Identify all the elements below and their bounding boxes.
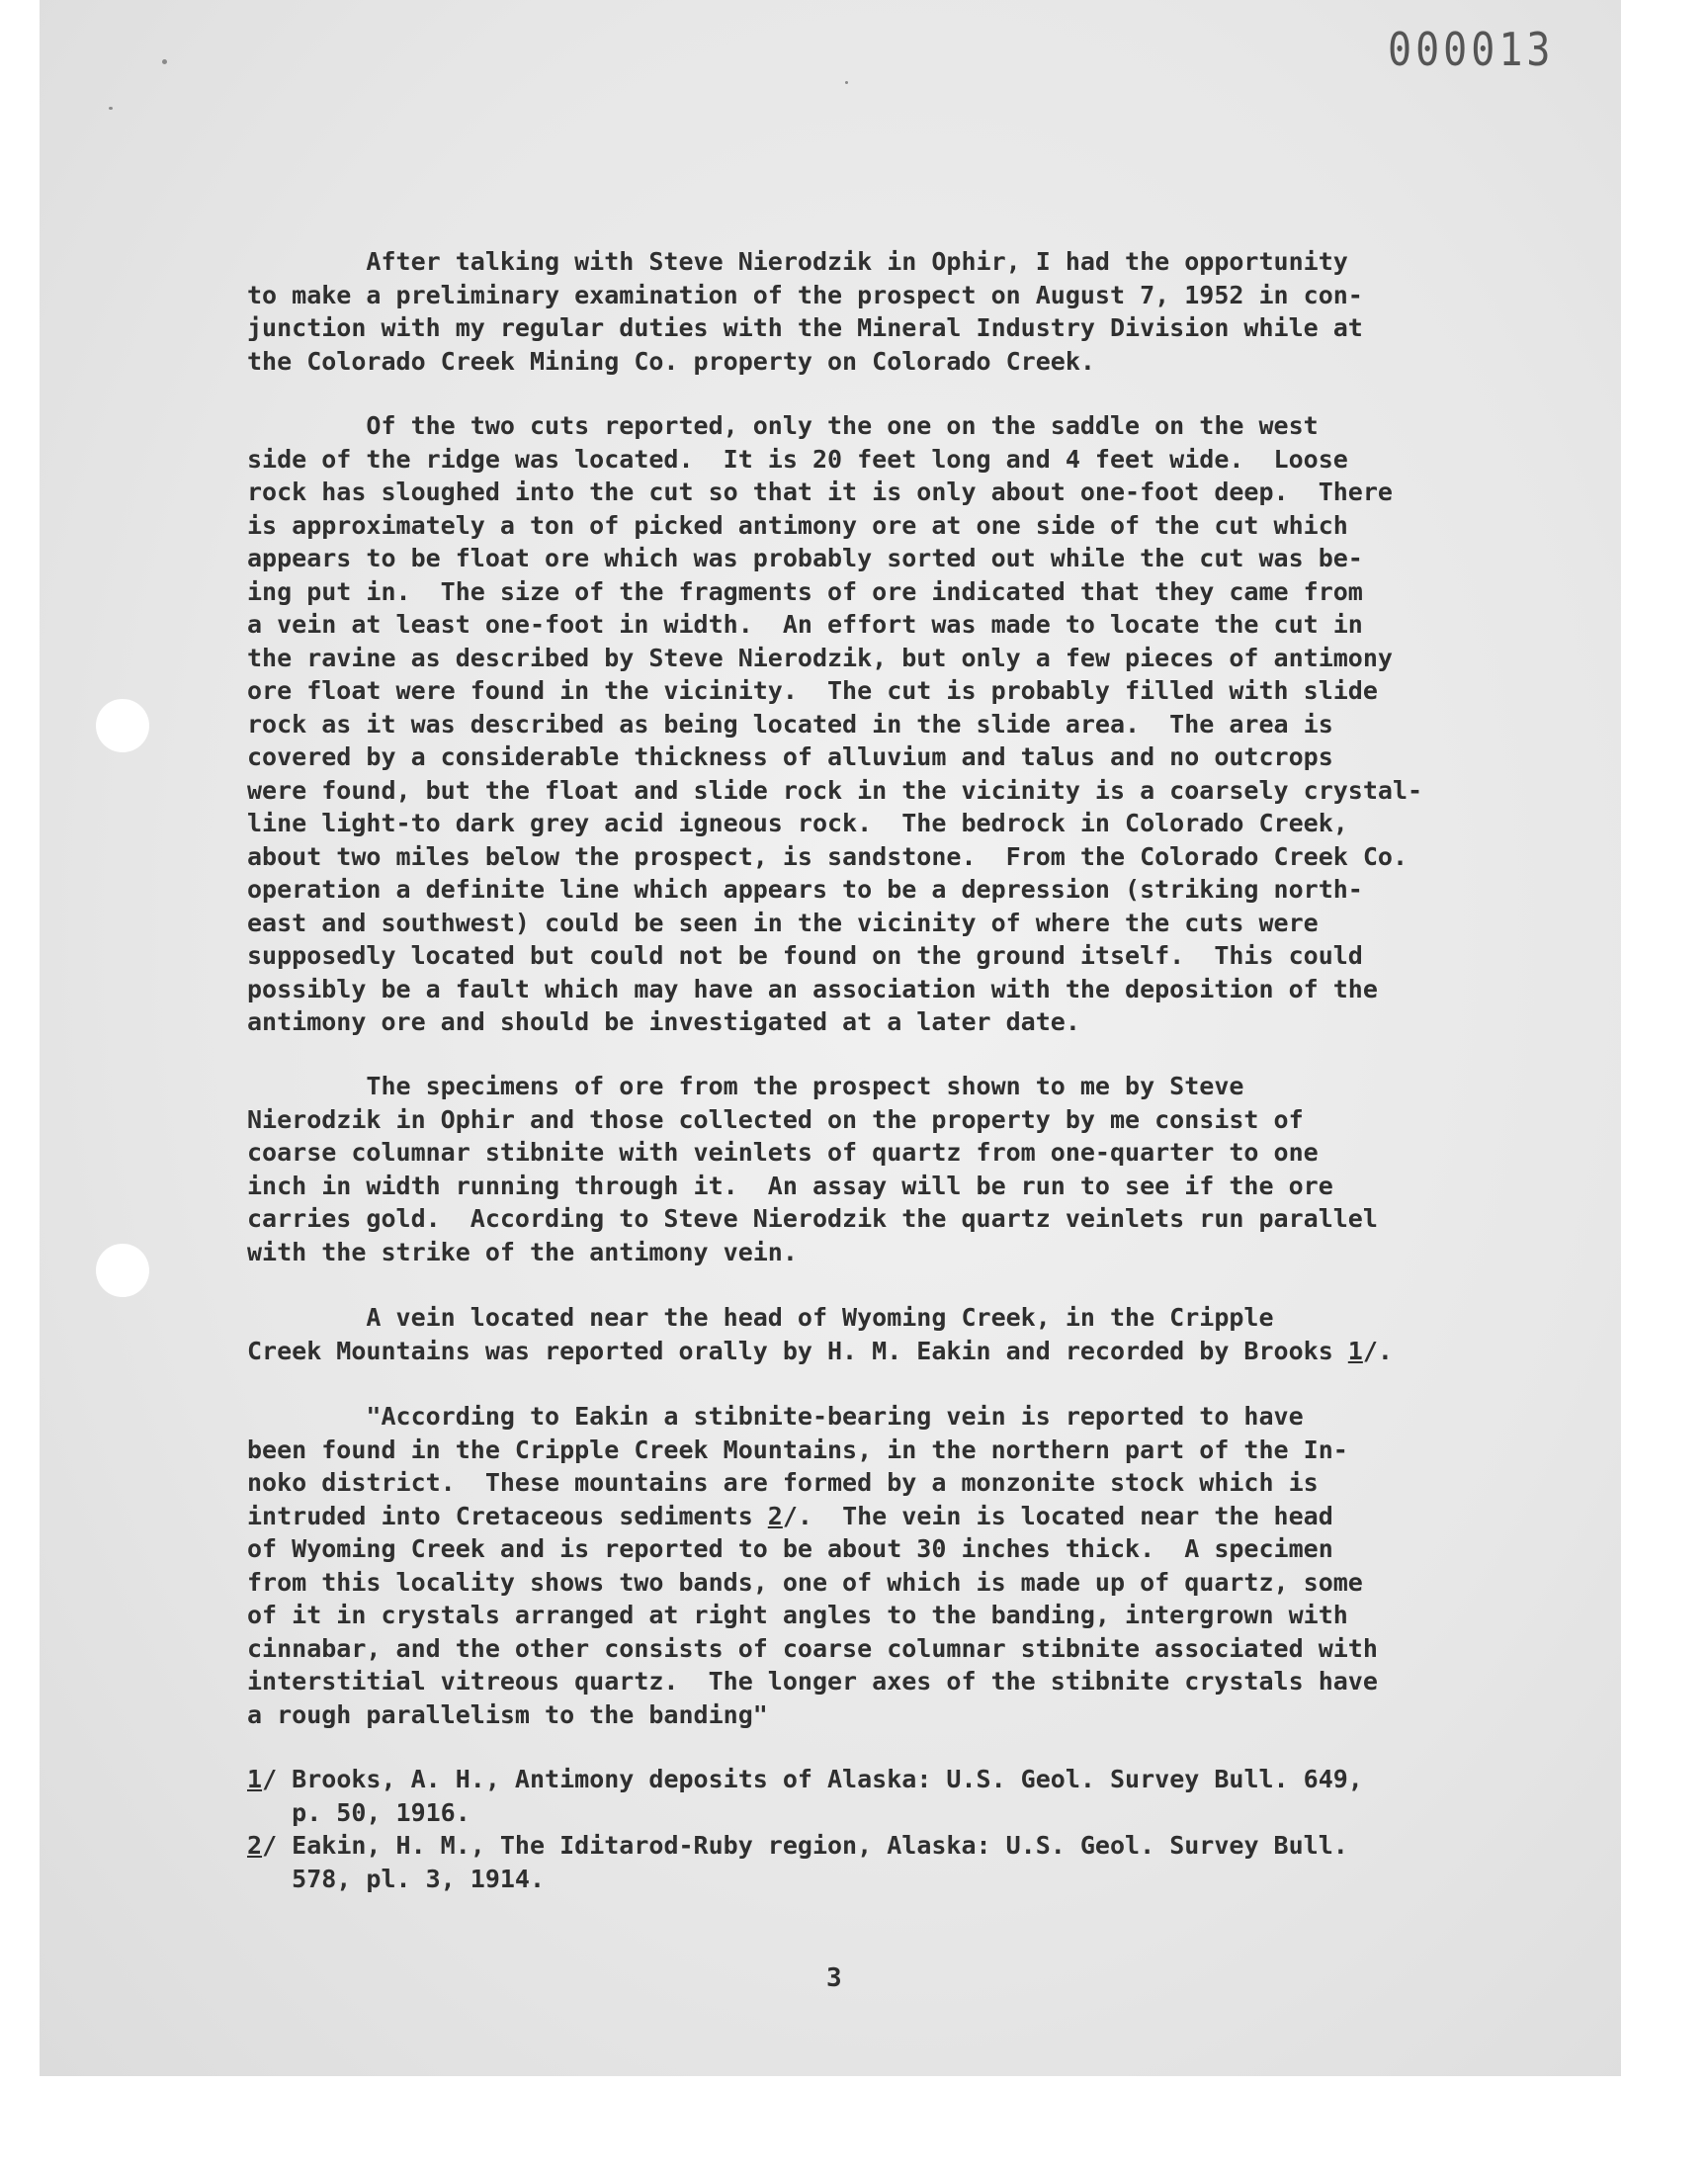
text-line: junction with my regular duties with the Mineral Industry Division while at [247, 313, 1363, 342]
text-line: rock has sloughed into the cut so that it is only about one-foot deep. There [247, 478, 1393, 506]
text-line: After talking with Steve Nierodzik in Ophir, I had the opportunity [247, 247, 1348, 276]
text-line: interstitial vitreous quartz. The longer axes of the stibnite crystals have [247, 1667, 1378, 1696]
text-line: covered by a considerable thickness of alluvium and talus and no outcrops [247, 742, 1333, 771]
text-line: "According to Eakin a stibnite-bearing vein is reported to have [247, 1402, 1304, 1431]
text-line: carries gold. According to Steve Nierodzik the quartz veinlets run parallel [247, 1204, 1378, 1233]
text-line: Nierodzik in Ophir and those collected on the property by me consist of [247, 1104, 1304, 1134]
text-line: about two miles below the prospect, is sandstone. From the Colorado Creek Co. [247, 841, 1408, 871]
text-line: coarse columnar stibnite with veinlets of quartz from one-quarter to one [247, 1138, 1319, 1167]
footnote: 2/ Eakin, H. M., The Iditarod-Ruby region, Alaska: U.S. Geol. Survey Bull. [247, 1831, 1348, 1860]
scan-speck [845, 81, 848, 84]
text-line: of Wyoming Creek and is reported to be about 30 inches thick. A specimen [247, 1534, 1333, 1563]
text-line: The specimens of ore from the prospect shown to me by Steve [247, 1072, 1244, 1100]
text-line: ing put in. The size of the fragments of ore indicated that they came from [247, 576, 1363, 606]
page-number: 3 [826, 1963, 842, 1993]
footnote-ref: 2 [767, 1501, 783, 1530]
text-line: been found in the Cripple Creek Mountains, in the northern part of the In- [247, 1435, 1348, 1464]
text-line: the ravine as described by Steve Nierodzik, but only a few pieces of antimony [247, 643, 1393, 672]
text-line: rock as it was described as being located in the slide area. The area is [247, 709, 1333, 739]
text-line: supposedly located but could not be found on the ground itself. This could [247, 941, 1363, 970]
text-line: inch in width running through it. An assay will be run to see if the ore [247, 1171, 1333, 1200]
text-line: were found, but the float and slide rock in the vicinity is a coarsely crystal- [247, 775, 1423, 805]
paragraph-1 [247, 245, 1532, 378]
text-line: appears to be float ore which was probably sorted out while the cut was be- [247, 544, 1363, 572]
footnote-mark: 2 [247, 1831, 263, 1860]
footnotes [247, 1763, 1532, 1895]
text-line: Of the two cuts reported, only the one on the saddle on the west [247, 411, 1319, 440]
paragraph-2 [247, 409, 1532, 1039]
footnote-ref: 1 [1347, 1336, 1363, 1365]
punch-hole [96, 1244, 149, 1297]
text-line: Creek Mountains was reported orally by H. M. Eakin and recorded by Brooks 1/. [247, 1336, 1393, 1365]
paragraph-3 [247, 1070, 1532, 1268]
text-line: intruded into Cretaceous sediments 2/. The vein is located near the head [247, 1501, 1333, 1530]
paragraph-4 [247, 1301, 1532, 1367]
text-line: a vein at least one-foot in width. An effort was made to locate the cut in [247, 610, 1363, 639]
scan-speck [162, 59, 167, 64]
footnote: 1/ Brooks, A. H., Antimony deposits of Alaska: U.S. Geol. Survey Bull. 649, [247, 1765, 1363, 1793]
footnote-continuation: p. 50, 1916. [247, 1797, 470, 1827]
text-line: to make a preliminary examination of the prospect on August 7, 1952 in con- [247, 280, 1363, 309]
quotation [247, 1400, 1532, 1731]
text-line: east and southwest) could be seen in the vicinity of where the cuts were [247, 908, 1319, 937]
text-line: line light-to dark grey acid igneous rock. The bedrock in Colorado Creek, [247, 809, 1348, 837]
footnote-continuation: 578, pl. 3, 1914. [247, 1864, 546, 1893]
text-line: cinnabar, and the other consists of coarse columnar stibnite associated with [247, 1633, 1378, 1663]
text-line: operation a definite line which appears to be a depression (striking north- [247, 875, 1363, 904]
punch-hole [96, 699, 149, 752]
document-number: 000013 [1388, 24, 1555, 77]
text-line: A vein located near the head of Wyoming Creek, in the Cripple [247, 1303, 1274, 1332]
text-line: with the strike of the antimony vein. [247, 1237, 798, 1266]
text-line: ore float were found in the vicinity. The cut is probably filled with slide [247, 676, 1378, 705]
text-line: side of the ridge was located. It is 20 feet long and 4 feet wide. Loose [247, 444, 1348, 474]
text-line: antimony ore and should be investigated at a later date. [247, 1007, 1080, 1036]
text-line: the Colorado Creek Mining Co. property on Colorado Creek. [247, 346, 1095, 376]
text-line: possibly be a fault which may have an association with the deposition of the [247, 974, 1378, 1003]
text-line: a rough parallelism to the banding" [247, 1699, 768, 1729]
text-line: from this locality shows two bands, one of which is made up of quartz, some [247, 1567, 1363, 1597]
text-line: noko district. These mountains are formed by a monzonite stock which is [247, 1468, 1319, 1497]
footnote-mark: 1 [247, 1765, 263, 1793]
text-line: is approximately a ton of picked antimony ore at one side of the cut which [247, 510, 1348, 540]
text-line: of it in crystals arranged at right angles to the banding, intergrown with [247, 1601, 1348, 1629]
scan-speck [109, 107, 113, 110]
